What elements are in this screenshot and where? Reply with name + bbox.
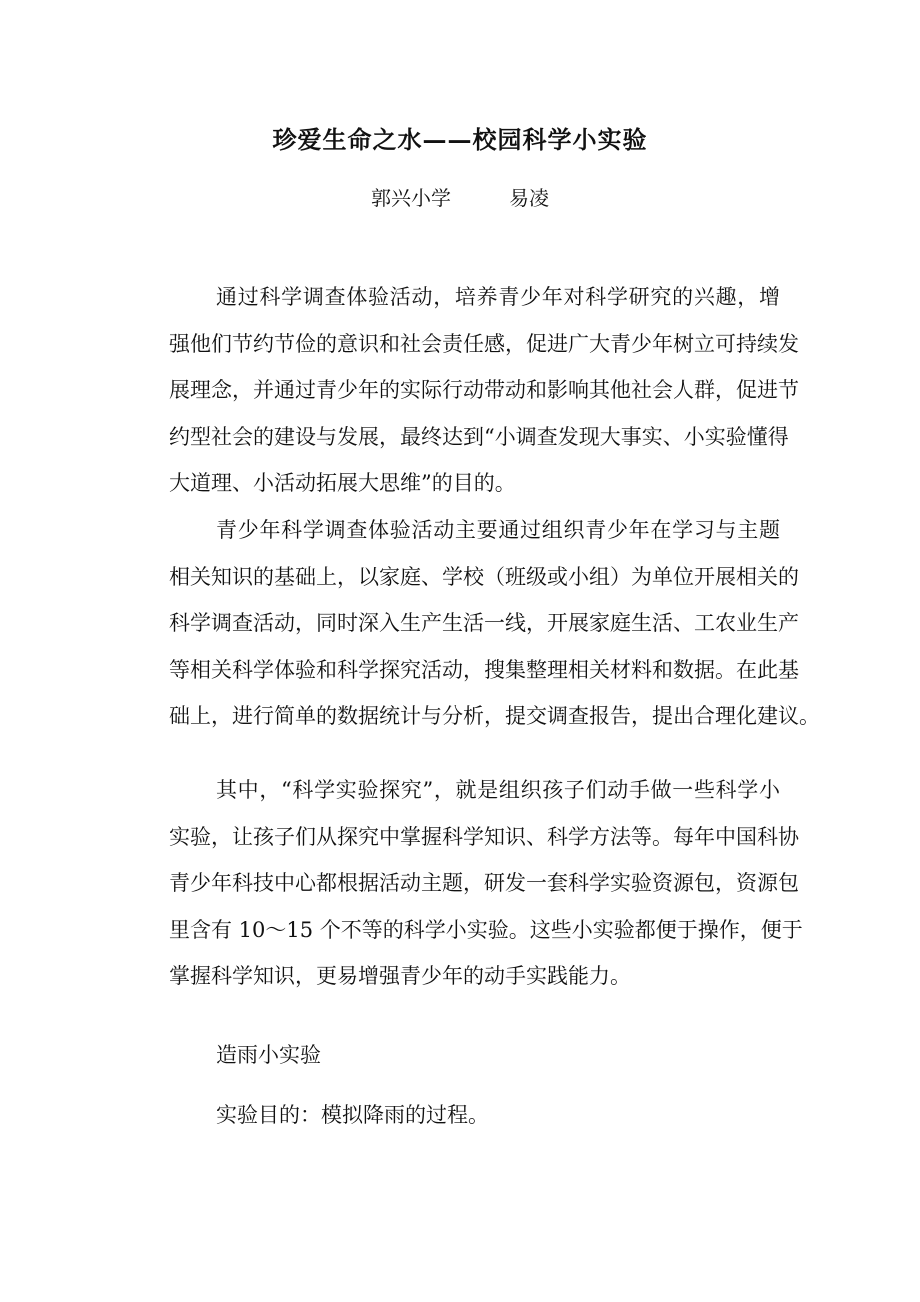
text-line: 通过科学调查体验活动，培养青少年对科学研究的兴趣，增 — [216, 285, 780, 309]
text-line: 实验目的：模拟降雨的过程。 — [216, 1103, 489, 1127]
text-line: 青少年科学调查体验活动主要通过组织青少年在学习与主题 — [216, 518, 780, 542]
paragraph-experiment-purpose — [169, 1092, 780, 1139]
text-line: 掌握科学知识，更易增强青少年的动手实践能力。 — [169, 964, 631, 988]
paragraph-activity — [169, 507, 820, 740]
text-line: 里含有 10～15 个不等的科学小实验。这些小实验都便于操作，便于 — [169, 917, 803, 942]
school-name: 郭兴小学 — [371, 186, 451, 210]
text-line: 青少年科技中心都根据活动主题，研发一套科学实验资源包，资源包 — [169, 871, 799, 895]
document-title: 珍爱生命之水——校园科学小实验 — [272, 125, 648, 154]
paragraph-intro — [169, 274, 799, 507]
author-line — [0, 182, 920, 211]
section-heading-rain-experiment — [169, 1032, 780, 1079]
paragraph-experiment — [169, 767, 803, 1000]
text-line: 科学调查活动，同时深入生产生活一线，开展家庭生活、工农业生产 — [169, 611, 799, 635]
text-line: 展理念，并通过青少年的实际行动带动和影响其他社会人群，促进节 — [169, 378, 799, 402]
text-line: 础上，进行简单的数据统计与分析，提交调查报告，提出合理化建议。 — [169, 704, 820, 728]
text-line: 其中，“科学实验探究”，就是组织孩子们动手做一些科学小 — [216, 778, 780, 802]
text-line: 大道理、小活动拓展大思维”的目的。 — [169, 471, 516, 495]
text-line: 等相关科学体验和科学探究活动，搜集整理相关材料和数据。在此基 — [169, 657, 799, 682]
text-line: 约型社会的建设与发展，最终达到“小调查发现大事实、小实验懂得 — [169, 424, 789, 449]
author-name: 易凌 — [509, 186, 549, 210]
text-line: 实验，让孩子们从探究中掌握科学知识、科学方法等。每年中国科协 — [169, 824, 799, 849]
text-line: 造雨小实验 — [216, 1043, 321, 1067]
text-line: 强他们节约节俭的意识和社会责任感，促进广大青少年树立可持续发 — [169, 331, 799, 356]
text-line: 相关知识的基础上，以家庭、学校（班级或小组）为单位开展相关的 — [169, 564, 799, 589]
